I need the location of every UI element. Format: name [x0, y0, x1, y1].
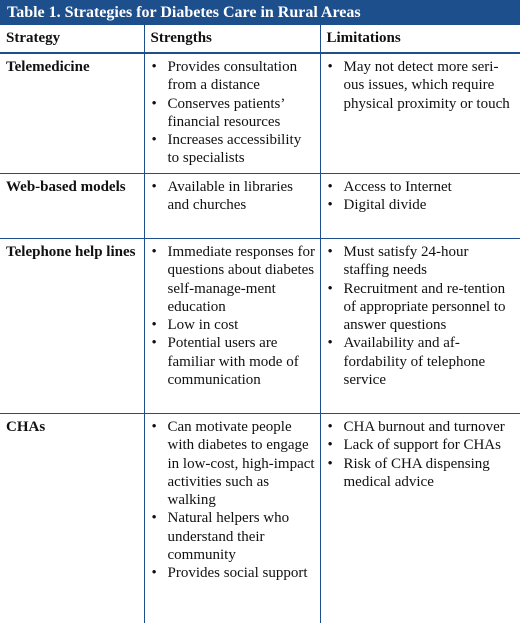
bullet-icon: • — [328, 455, 333, 473]
bullet-icon: • — [328, 243, 333, 261]
strengths-item-text: Conserves patients’ financial resources — [168, 96, 285, 130]
limitations-item-text: Recruitment and re-tention of appropriate personnel to answer questions — [344, 281, 506, 334]
bullet-icon: • — [328, 178, 333, 196]
strengths-item-text: Low in cost — [168, 317, 239, 333]
strengths-item-text: Provides consultation from a distance — [168, 59, 298, 93]
bullet-icon: • — [152, 178, 157, 196]
list-item — [151, 418, 316, 509]
limitations-cell — [320, 53, 520, 174]
list-item — [151, 58, 316, 95]
limitations-item-text: Risk of CHA dispensing medical advice — [344, 456, 490, 490]
limitations-item-text: CHA burnout and turnover — [344, 419, 505, 435]
limitations-item-text: Access to Internet — [344, 179, 452, 195]
bullet-icon: • — [152, 243, 157, 261]
list-item — [327, 178, 517, 196]
list-item — [327, 196, 517, 214]
list-item — [151, 334, 316, 389]
header-strengths: Strengths — [144, 25, 320, 53]
strengths-list — [151, 58, 316, 168]
limitations-cell — [320, 414, 520, 623]
table-title: Table 1. Strategies for Diabetes Care in Rural Areas — [0, 0, 520, 25]
strengths-item-text: Available in libraries and churches — [168, 179, 294, 213]
table-row — [0, 414, 520, 623]
list-item — [327, 334, 517, 389]
header-strategy: Strategy — [0, 25, 144, 53]
bullet-icon: • — [328, 334, 333, 352]
limitations-item-text: Availability and af-fordability of telephone service — [344, 335, 486, 388]
list-item — [327, 280, 517, 335]
strategy-cell: Telephone help lines — [0, 239, 144, 414]
bullet-icon: • — [152, 316, 157, 334]
limitations-list — [327, 418, 517, 491]
strengths-list — [151, 243, 316, 389]
strengths-cell — [144, 53, 320, 174]
list-item — [327, 455, 517, 492]
strengths-item-text: Provides social support — [168, 565, 308, 581]
list-item — [327, 418, 517, 436]
strengths-cell — [144, 239, 320, 414]
bullet-icon: • — [152, 131, 157, 149]
limitations-list — [327, 243, 517, 389]
bullet-icon: • — [152, 564, 157, 582]
list-item — [151, 95, 316, 132]
strengths-cell — [144, 414, 320, 623]
limitations-item-text: Must satisfy 24-hour staffing needs — [344, 244, 469, 278]
bullet-icon: • — [152, 418, 157, 436]
bullet-icon: • — [328, 196, 333, 214]
list-item — [327, 436, 517, 454]
list-item — [151, 316, 316, 334]
strategy-cell: Web-based models — [0, 174, 144, 239]
list-item — [151, 178, 316, 215]
strengths-list — [151, 418, 316, 583]
list-item — [151, 509, 316, 564]
list-item — [327, 243, 517, 280]
strengths-cell — [144, 174, 320, 239]
table-row — [0, 53, 520, 174]
bullet-icon: • — [152, 509, 157, 527]
strategies-table — [0, 25, 520, 623]
bullet-icon: • — [152, 58, 157, 76]
limitations-item-text: Lack of support for CHAs — [344, 437, 501, 453]
list-item — [151, 243, 316, 316]
list-item — [327, 58, 517, 113]
list-item — [151, 564, 316, 582]
strengths-item-text: Can motivate people with diabetes to engage in low-cost, high-impact activities such as walking — [168, 419, 315, 508]
header-row — [0, 25, 520, 53]
limitations-item-text: Digital divide — [344, 197, 427, 213]
bullet-icon: • — [328, 418, 333, 436]
bullet-icon: • — [328, 436, 333, 454]
table-row — [0, 174, 520, 239]
limitations-item-text: May not detect more seri-ous issues, which require physical proximity or touch — [344, 59, 510, 112]
strengths-list — [151, 178, 316, 215]
bullet-icon: • — [328, 280, 333, 298]
strategy-cell: CHAs — [0, 414, 144, 623]
bullet-icon: • — [152, 334, 157, 352]
limitations-cell — [320, 239, 520, 414]
table-header — [0, 25, 520, 53]
header-limitations: Limitations — [320, 25, 520, 53]
bullet-icon: • — [328, 58, 333, 76]
strengths-item-text: Natural helpers who understand their community — [168, 510, 290, 563]
table-row — [0, 239, 520, 414]
limitations-list — [327, 178, 517, 215]
strategy-cell: Telemedicine — [0, 53, 144, 174]
strengths-item-text: Potential users are familiar with mode of communication — [168, 335, 299, 388]
bullet-icon: • — [152, 95, 157, 113]
limitations-list — [327, 58, 517, 113]
strengths-item-text: Increases accessibility to specialists — [168, 132, 302, 166]
list-item — [151, 131, 316, 168]
strengths-item-text: Immediate responses for questions about diabetes self-manage-ment education — [168, 244, 315, 315]
table-body — [0, 53, 520, 623]
limitations-cell — [320, 174, 520, 239]
